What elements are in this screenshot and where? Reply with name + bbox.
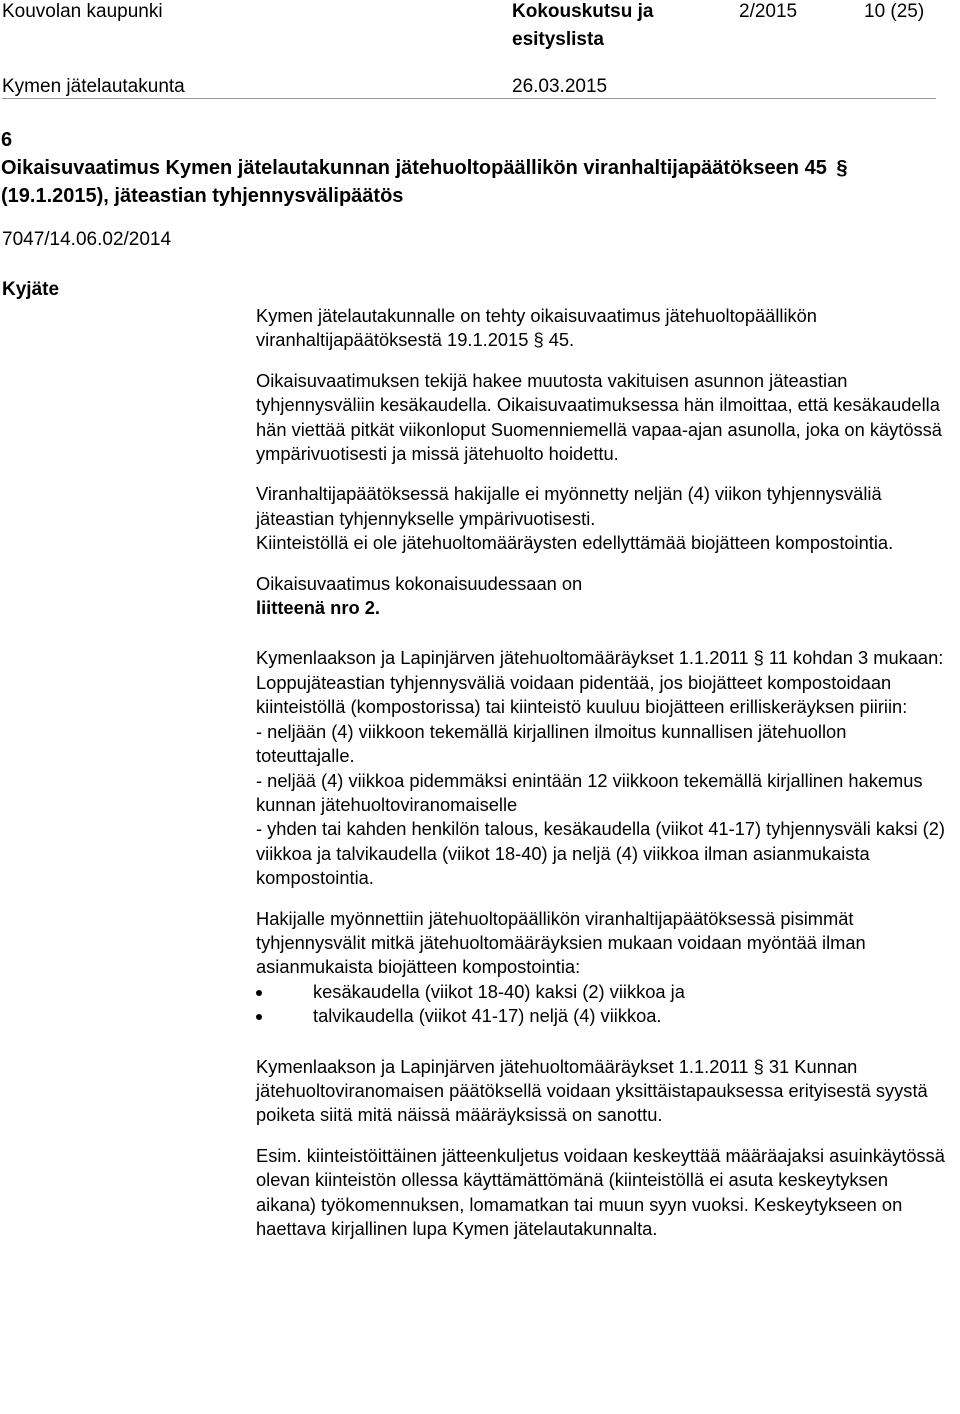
board-name: Kymen jätelautakunta xyxy=(2,76,185,97)
list-item xyxy=(256,1004,946,1028)
paragraph-6-text: Hakijalle myönnettiin jätehuoltopäällikön viranhaltijapäätöksessä pisimmät tyhjennysvälit mitkä jätehuoltomääräyksien mukaan voidaan myöntää ilman asianmukaista biojätteen kompostointia: xyxy=(256,907,866,978)
header-divider xyxy=(2,98,936,99)
paragraph-4-line1: Oikaisuvaatimus kokonaisuudessaan on xyxy=(256,572,583,594)
paragraph-5-item2: - neljää (4) viikkoa pidemmäksi enintään 12 viikkoon tekemällä kirjallinen hakemus kunnan jätehuoltoviranomaiselle xyxy=(256,769,923,815)
organization-name: Kouvolan kaupunki xyxy=(2,1,163,22)
title-line1 xyxy=(1,154,931,182)
title-line2: (19.1.2015), jäteastian tyhjennysvälipäätös xyxy=(1,185,404,207)
list-item-text: talvikaudella (viikot 41-17) neljä (4) viikkoa. xyxy=(313,1005,662,1027)
bullet-icon xyxy=(256,1014,262,1020)
bullet-list xyxy=(256,980,946,1029)
title-line1-text: Oikaisuvaatimus Kymen jätelautakunnan jätehuoltopäällikön viranhaltijapäätökseen 45 xyxy=(1,157,827,179)
paragraph-1-line1: Kymen jätelautakunnalle on tehty oikaisuvaatimus jätehuoltopäällikön xyxy=(256,305,817,326)
paragraph-1-line2: viranhaltijapäätöksestä 19.1.2015 § 45. xyxy=(256,329,575,351)
attachment-reference: liitteenä nro 2. xyxy=(256,597,380,619)
list-item-text: kesäkaudella (viikot 18-40) kaksi (2) viikkoa ja xyxy=(313,980,685,1002)
meeting-number: 2/2015 xyxy=(739,1,798,22)
section-title xyxy=(1,126,931,210)
paragraph-7: Kymenlaakson ja Lapinjärven jätehuoltomääräykset 1.1.2011 § 31 Kunnan jätehuoltoviranomaisen päätöksellä voidaan yksittäistapauksessa erityisestä syystä poiketa siitä mitä näissä määräyksissä on sanottu. xyxy=(256,1055,928,1126)
paragraph-1 xyxy=(256,304,946,353)
paragraph-4 xyxy=(256,572,946,621)
paragraph-5-item1: - neljään (4) viikkoon tekemällä kirjallinen ilmoitus kunnallisen jätehuollon toteuttajalle. xyxy=(256,720,847,767)
document-type-line2: esityslista xyxy=(512,29,604,50)
paragraph-2: Oikaisuvaatimuksen tekijä hakee muutosta vakituisen asunnon jäteastian tyhjennysväliin kesäkaudella. Oikaisuvaatimuksessa hän ilmoittaa, että kesäkaudella hän viettää pitkät viikonloput Suomenniemellä vapaa-ajan asunolla, joka on käytössä ympärivuotisesti ja missä jätehuolto hoidettu. xyxy=(256,369,942,465)
section-number: 6 xyxy=(1,129,13,151)
section-sign: § xyxy=(836,157,848,179)
paragraph-8: Esim. kiinteistöittäinen jätteenkuljetus voidaan keskeyttää määräajaksi asuinkäytössä olevan kiinteistön ollessa käyttämättömänä (kiinteistöllä ei asuta keskeytyksen aikana) työkomennuksen, lomamatkan tai muun syyn vuoksi. Keskeytykseen on haettava kirjallinen lupa Kymen jätelautakunnalta. xyxy=(256,1144,945,1239)
list-item xyxy=(256,980,946,1004)
document-type-line1: Kokouskutsu ja xyxy=(512,1,654,22)
meeting-date: 26.03.2015 xyxy=(512,76,608,97)
paragraph-3b: Kiinteistöllä ei ole jätehuoltomääräysten edellyttämää biojätteen kompostointia. xyxy=(256,532,894,554)
body-text xyxy=(256,304,946,1241)
page-number: 10 (25) xyxy=(864,1,925,22)
paragraph-5-text: Loppujäteastian tyhjennysväliä voidaan pidentää, jos biojätteet kompostoidaan kiinteistöllä (kompostorissa) tai kiinteistö kuuluu biojätteen erilliskeräyksen piiriin: xyxy=(256,671,908,718)
kyjate-label: Kyjäte xyxy=(2,279,60,300)
paragraph-5-item3: - yhden tai kahden henkilön talous, kesäkaudella (viikot 41-17) tyhjennysväli kaksi (2) viikkoa ja talvikaudella (viikot 18-40) ja neljä (4) viikkoa ilman asianmukaista kompostointia. xyxy=(256,818,945,889)
diary-number: 7047/14.06.02/2014 xyxy=(2,229,172,250)
paragraph-5-heading: Kymenlaakson ja Lapinjärven jätehuoltomääräykset 1.1.2011 § 11 kohdan 3 mukaan: xyxy=(256,647,944,669)
paragraph-3a: Viranhaltijapäätöksessä hakijalle ei myönnetty neljän (4) viikon tyhjennysväliä jäteastian tyhjennykselle ympärivuotisesti. xyxy=(256,483,882,529)
bullet-icon xyxy=(256,990,262,996)
